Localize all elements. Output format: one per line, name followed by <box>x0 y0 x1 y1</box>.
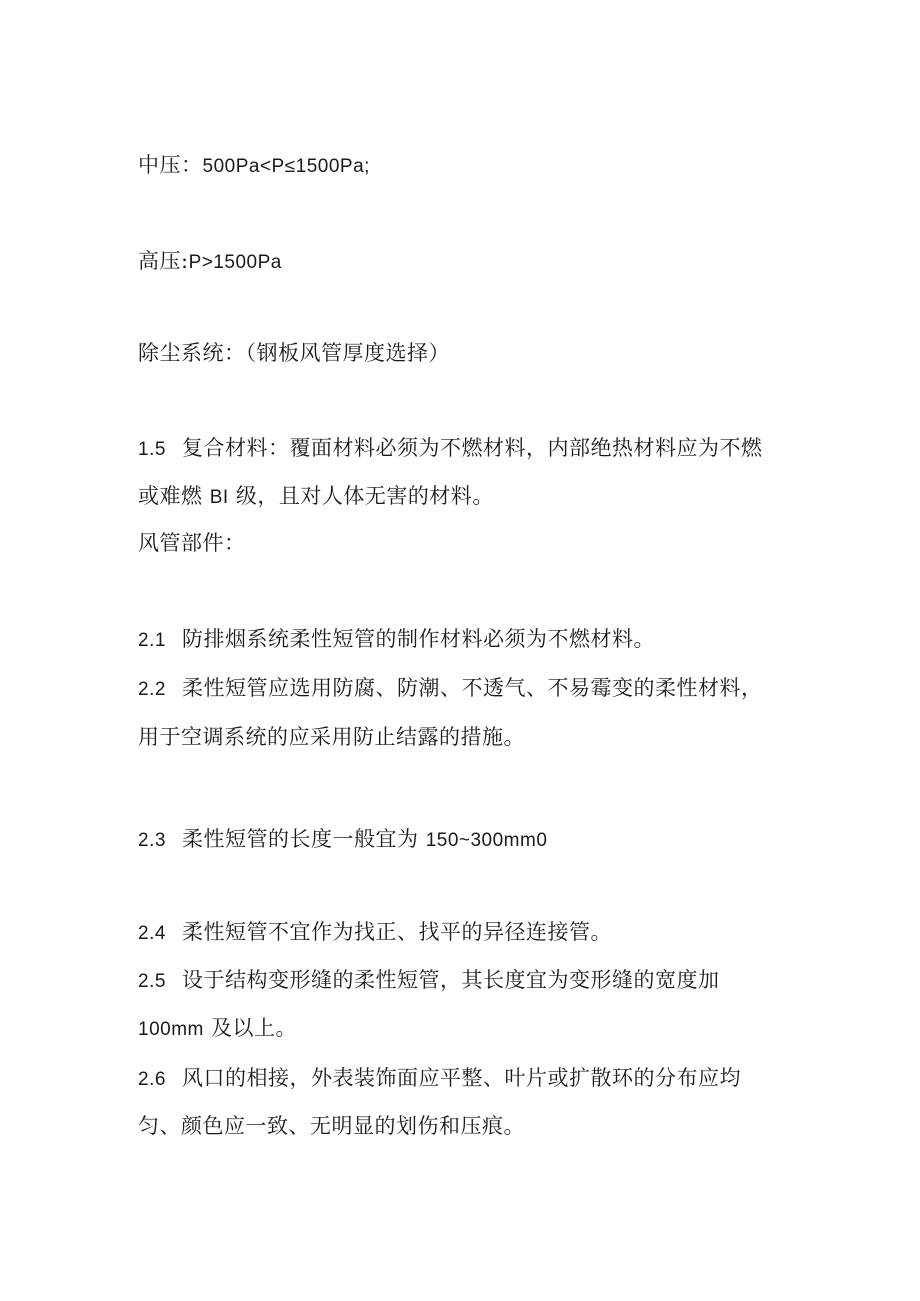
item-text: 及以上。 <box>211 1016 298 1040</box>
item-2-5-line-1 <box>138 965 720 997</box>
item-1-5-line-2 <box>138 481 494 513</box>
item-text: 设于结构变形缝的柔性短管，其长度宜为变形缝的宽度加 <box>182 968 720 992</box>
item-text: 复合材料：覆面材料必须为不燃材料，内部绝热材料应为不燃 <box>182 436 763 460</box>
item-2-2-line-1 <box>138 673 763 705</box>
item-text: 级，且对人体无害的材料。 <box>235 484 494 508</box>
medium-pressure-value: 500Pa<P≤1500Pa; <box>202 156 370 177</box>
item-2-6-line-2: 匀、颜色应一致、无明显的划伤和压痕。 <box>138 1114 525 1138</box>
item-number: 2.2 <box>138 679 166 700</box>
item-number: 2.6 <box>138 1069 166 1090</box>
item-number: 2.4 <box>138 923 166 944</box>
item-text: 或难燃 <box>138 484 203 508</box>
medium-pressure-label: 中压： <box>138 153 203 177</box>
item-text: 防排烟系统柔性短管的制作材料必须为不燃材料。 <box>182 627 655 651</box>
item-2-4 <box>138 917 612 949</box>
item-1-5-line-1 <box>138 433 763 465</box>
item-text: 柔性短管不宜作为找正、找平的异径连接管。 <box>182 920 612 944</box>
section-heading: 风管部件： <box>138 531 246 555</box>
item-2-5-line-2 <box>138 1013 297 1045</box>
item-text: 柔性短管应选用防腐、防潮、不透气、不易霉变的柔性材料， <box>182 676 763 700</box>
item-text: 柔性短管的长度一般宜为 <box>182 827 419 851</box>
item-text-latin: 100mm <box>138 1019 204 1040</box>
item-text-latin: BI <box>209 487 229 508</box>
high-pressure-value: P>1500Pa <box>188 252 282 273</box>
medium-pressure-line <box>138 150 370 182</box>
item-number: 2.5 <box>138 971 166 992</box>
high-pressure-line <box>138 246 282 278</box>
item-2-6-line-1 <box>138 1063 741 1095</box>
item-number: 2.3 <box>138 830 166 851</box>
item-2-2-line-2: 用于空调系统的应采用防止结露的措施。 <box>138 725 525 749</box>
item-text-latin: 150~300mm0 <box>425 830 548 851</box>
item-number: 1.5 <box>138 439 166 460</box>
dust-system-heading: 除尘系统：（钢板风管厚度选择） <box>138 341 450 365</box>
item-2-1 <box>138 624 655 656</box>
high-pressure-label: 高压: <box>138 249 189 273</box>
item-number: 2.1 <box>138 630 166 651</box>
item-text: 风口的相接，外表装饰面应平整、叶片或扩散环的分布应均 <box>182 1066 741 1090</box>
item-2-3 <box>138 824 547 856</box>
